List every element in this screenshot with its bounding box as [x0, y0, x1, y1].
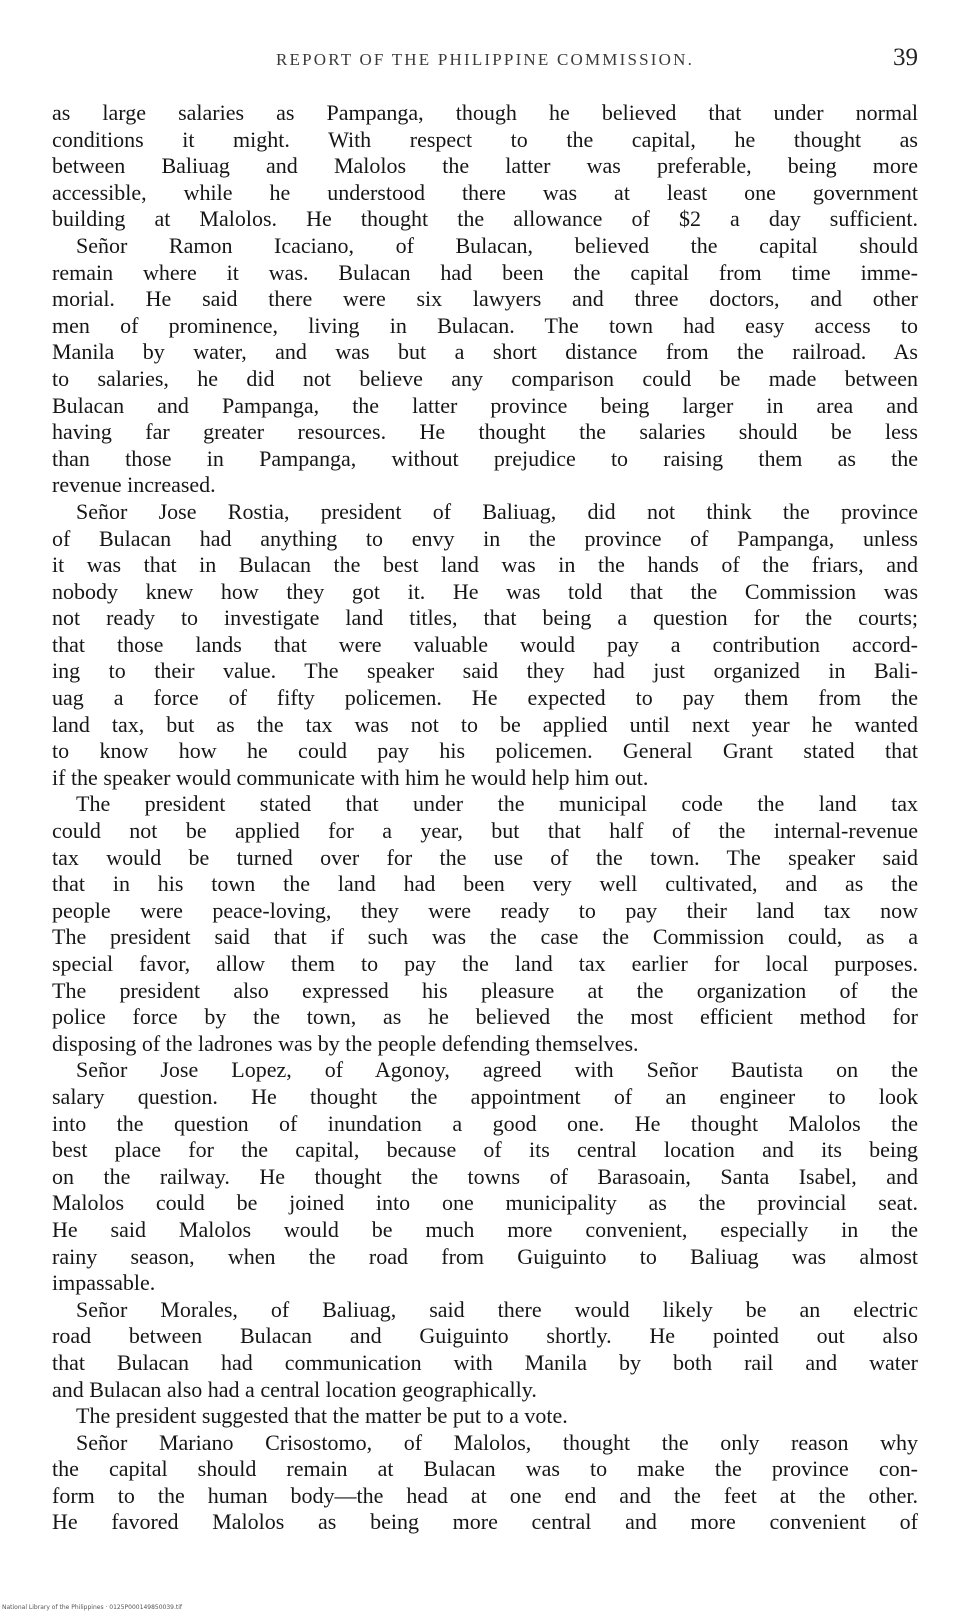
text-line: Señor Jose Lopez, of Agonoy, agreed with Señor Bautista on the	[76, 1057, 918, 1083]
text-line: than those in Pampanga, without prejudice to raising them as the	[52, 445, 918, 471]
text-line: The president said that if such was the case the Commission could, as a	[52, 924, 918, 950]
text-line: The president suggested that the matter be put to a vote.	[76, 1403, 568, 1429]
text-line: Malolos could be joined into one municipality as the provincial seat.	[52, 1190, 918, 1216]
text-line: and Bulacan also had a central location geographically.	[52, 1376, 537, 1402]
text-line: disposing of the ladrones was by the people defending themselves.	[52, 1030, 639, 1056]
text-line: Señor Mariano Crisostomo, of Malolos, thought the only reason why	[76, 1429, 918, 1455]
text-line: He favored Malolos as being more central and more convenient of	[52, 1509, 918, 1535]
text-line: that Bulacan had communication with Manila by both rail and water	[52, 1349, 918, 1375]
text-line: remain where it was. Bulacan had been the capital from time imme-	[52, 259, 918, 285]
text-line: police force by the town, as he believed the most efficient method for	[52, 1004, 918, 1030]
text-line: on the railway. He thought the towns of Barasoain, Santa Isabel, and	[52, 1163, 918, 1189]
text-line: impassable.	[52, 1270, 156, 1296]
text-line: if the speaker would communicate with him he would help him out.	[52, 764, 649, 790]
text-line: nobody knew how they got it. He was told that the Commission was	[52, 578, 918, 604]
text-line: building at Malolos. He thought the allowance of $2 a day sufficient.	[52, 206, 918, 232]
text-line: not ready to investigate land titles, that being a question for the courts;	[52, 605, 918, 631]
scan-footer-stamp: National Library of the Philippines · 0125P000149850039.tif	[2, 1604, 183, 1611]
text-line: special favor, allow them to pay the land tax earlier for local purposes.	[52, 951, 918, 976]
text-line: Señor Morales, of Baliuag, said there would likely be an electric	[76, 1296, 918, 1322]
text-line: Señor Ramon Icaciano, of Bulacan, believed the capital should	[76, 232, 918, 258]
text-line: to know how he could pay his policemen. General Grant stated that	[52, 738, 918, 764]
body-text	[52, 100, 918, 1536]
running-head: REPORT OF THE PHILIPPINE COMMISSION.	[275, 50, 695, 69]
text-line: morial. He said there were six lawyers and three doctors, and other	[52, 286, 918, 312]
text-line: the capital should remain at Bulacan was to make the province con-	[52, 1456, 918, 1482]
text-line: land tax, but as the tax was not to be applied until next year he wanted	[52, 711, 918, 737]
text-line: He said Malolos would be much more convenient, especially in the	[52, 1216, 918, 1242]
text-line: uag a force of fifty policemen. He expected to pay them from the	[52, 685, 918, 711]
text-line: men of prominence, living in Bulacan. The town had easy access to	[52, 312, 918, 338]
text-line: Manila by water, and was but a short distance from the railroad. As	[52, 339, 918, 365]
text-line: The president stated that under the municipal code the land tax	[76, 791, 918, 817]
text-line: having far greater resources. He thought the salaries should be less	[52, 419, 918, 445]
text-line: ing to their value. The speaker said they had just organized in Bali-	[52, 658, 918, 684]
text-line: it was that in Bulacan the best land was in the hands of the friars, and	[52, 552, 918, 578]
page-number: 39	[893, 44, 918, 71]
page-header	[52, 46, 918, 76]
text-line: The president also expressed his pleasure at the organization of the	[52, 977, 918, 1003]
text-line: tax would be turned over for the use of the town. The speaker said	[52, 844, 918, 870]
text-line: that in his town the land had been very well cultivated, and as the	[52, 871, 918, 897]
text-line: as large salaries as Pampanga, though he believed that under normal	[52, 100, 918, 125]
text-line: to salaries, he did not believe any comparison could be made between	[52, 365, 918, 391]
text-line: accessible, while he understood there was at least one government	[52, 179, 918, 205]
text-line: into the question of inundation a good one. He thought Malolos the	[52, 1110, 918, 1136]
text-line: road between Bulacan and Guiguinto shortly. He pointed out also	[52, 1323, 918, 1349]
text-line: revenue increased.	[52, 472, 216, 498]
text-line: conditions it might. With respect to the capital, he thought as	[52, 126, 918, 152]
text-line: that those lands that were valuable would pay a contribution accord-	[52, 631, 918, 657]
text-line: of Bulacan had anything to envy in the province of Pampanga, unless	[52, 525, 918, 551]
text-line: Bulacan and Pampanga, the latter province being larger in area and	[52, 392, 918, 418]
text-line: best place for the capital, because of its central location and its being	[52, 1137, 918, 1163]
text-line: could not be applied for a year, but that half of the internal-revenue	[52, 818, 918, 844]
text-line: people were peace-loving, they were ready to pay their land tax now	[52, 897, 918, 923]
text-line: form to the human body—the head at one end and the feet at the other.	[52, 1482, 918, 1508]
text-line: between Baliuag and Malolos the latter was preferable, being more	[52, 153, 918, 179]
text-line: rainy season, when the road from Guiguinto to Baliuag was almost	[52, 1243, 918, 1269]
text-line: Señor Jose Rostia, president of Baliuag, did not think the province	[76, 498, 918, 524]
text-line: salary question. He thought the appointment of an engineer to look	[52, 1083, 918, 1109]
